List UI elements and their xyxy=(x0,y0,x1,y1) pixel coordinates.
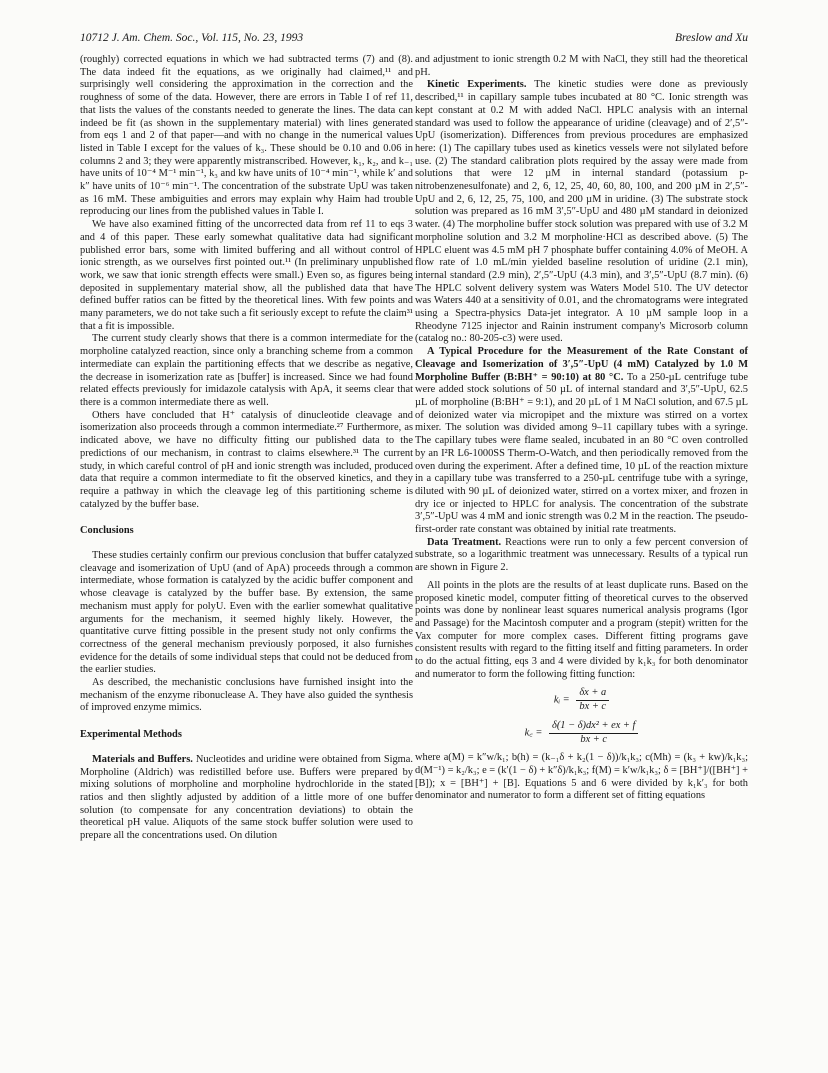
fraction xyxy=(576,687,609,713)
numerator: δ(1 − δ)dx² + ex + f xyxy=(549,720,638,734)
paragraph: All points in the plots are the results of at least duplicate runs. Based on the proposed kinetic model, computer fitting of theoretical curves to the observed points was done by nonlinear least squares numerical analysis programs (Igor and Passage) for the Macintosh computer and a program (stepit) written for the Vax computer for more complex cases. Different fitting programs gave consistent results with regard to the fitting itself and fitting parameters. In order to do the actual fitting, eqs 3 and 4 were divided by k₁k₃ for both denominator and numerator to form the following fitting function: xyxy=(415,579,748,680)
paragraph: Others have concluded that H⁺ catalysis of dinucleotide cleavage and isomerization also proceeds through a common intermediate.²⁷ Furthermore, as indicated above, we have no difficulty fitting our published data to the predictions of our mechanism, in contrast to claims elsewhere.³¹ The current study, in which careful control of pH and ionic strength was included, produced data that require a common intermediate to fit the observed kinetics, and they require a pathway in which the cleavage leg of this partitioning scheme is catalyzed by the buffer base. xyxy=(80,409,413,510)
run-in-heading: A Typical Procedure for the Measurement of the Rate Constant of Cleavage and Isomerization of 3′,5″-UpU (4 mM) Catalyzed by 1.0 M Morpholine Buffer (B:BH⁺ = 90:10) at 80 °C. xyxy=(415,346,748,383)
section-heading-methods: Experimental Methods xyxy=(80,729,182,741)
run-in-heading: Data Treatment. xyxy=(427,536,502,548)
paragraph xyxy=(415,346,748,537)
denominator: bx + c xyxy=(580,733,608,745)
paragraph xyxy=(415,537,748,575)
paragraph: where a(M) = k″w/k₁; b(h) = (k₋₁δ + k₂(1 − δ))/k₁k₃; c(Mh) = (k₃ + kw)/k₁k₃; d(M⁻¹) = k₂/k₃; e = (k′(1 − δ) + k″δ)/k₁k₃; f(M) = k′w/k₁k₃; δ = [BH⁺]/([BH⁺] + [B]); x = [BH⁺] + [B]. Equations 5 and 6 were divided by k₁k′₃ for both denominator and numerator to form a different set of fitting equations xyxy=(415,752,748,802)
journal-citation: 10712 J. Am. Chem. Soc., Vol. 115, No. 23, 1993 xyxy=(80,32,304,44)
paragraph: The current study clearly shows that there is a common intermediate for the morpholine catalyzed reaction, since only a branching scheme from a common intermediate can explain the partitioning effects that we describe as negative, the decrease in isomerization rate as [buffer] is increased. Since we had found related effects previously for imidazole catalysis with ApA, it seems clear that there is a common intermediate there as well. xyxy=(80,333,413,408)
paragraph-text: Reactions were run to only a few percent conversion of substrate, so a logarithmic treatment was unnecessary. Results of a typical run are shown in Figure 2. xyxy=(415,536,748,574)
running-header xyxy=(80,32,748,48)
authors: Breslow and Xu xyxy=(674,32,748,44)
equation-lhs: kᵢ = xyxy=(553,695,570,707)
paragraph: As described, the mechanistic conclusions have furnished insight into the mechanism of the enzyme ribonuclease A. They have also guided the synthesis of improved enzyme mimics. xyxy=(80,677,413,714)
paragraph: and adjustment to ionic strength 0.2 M with NaCl, they still had the theoretical pH. xyxy=(415,54,748,78)
paragraph xyxy=(415,79,748,346)
right-column xyxy=(415,54,748,803)
run-in-heading: Materials and Buffers. xyxy=(92,753,193,765)
paragraph-text: Nucleotides and uridine were obtained from Sigma. Morpholine (Aldrich) was redistilled before use. Buffers were prepared by mixing solutions of morpholine and morpholine hydrochloride in the stated ratios and then slightly adjusted by addition of a little more of one buffer solution (to compensate for any concentration deviations) to obtain the theoretical pH value. Aliquots of the same stock buffer solution were used to prepare all the concentrations used. On dilution xyxy=(80,753,413,842)
paragraph: We have also examined fitting of the uncorrected data from ref 11 to eqs 3 and 4 of this paper. These early somewhat qualitative data had significant published error bars, some with limited buffering and all without control of ionic strength, as we ourselves first pointed out.¹¹ (In preliminary unpublished work, we saw that ionic strength effects were small.) Even so, as figures being deposited in supplementary material show, all the published data that have defined buffer ratios can be fitted by the theoretical lines. With few points and many parameters, we do not take such a fit seriously except to refute the claim³¹ that a fit is impossible. xyxy=(80,219,413,332)
equation xyxy=(415,720,748,746)
paragraph-text: To a 250-µL centrifuge tube were added stock solutions of 50 µL of internal standard and 3′,5″-UpU, 62.5 µL of morpholine (B:BH⁺ = 9:1), and 20 µL of 1 M NaCl solution, and 67.5 µL of deionized water via micropipet and the mixture was stirred on a vortex mixer. The solution was divided among 9–11 capillary tubes with a syringe. The capillary tubes were flame sealed, incubated in an 80 °C oven controlled by an I²R L6-1000SS Therm-O-Watch, and then periodically removed from the oven during the experiment. After a defined time, 10 µL of the reaction mixture in a capillary tube was transferred to a 250-µL centrifuge tube with a syringe, diluted with 90 µL of deionized water, stirred on a vortex mixer, and frozen in dry ice or injected to HPLC for analysis. The concentration of the substrate 3′,5″-UpU was 4 mM and ionic strength was 0.2 M in the reaction. The pseudo-first-order rate constant was obtained by initial rate treatments. xyxy=(415,371,749,536)
fraction xyxy=(549,720,638,746)
section-heading-conclusions: Conclusions xyxy=(80,525,134,537)
denominator: bx + c xyxy=(579,701,607,713)
paragraph: (roughly) corrected equations in which we had subtracted terms (7) and (8). The data indeed fit the equations, as we originally had claimed,¹¹ and surprisingly well considering the approximation in the correction and the roughness of some of the data. However, there are errors in Table I of ref 11, that lists the values of the constants needed to generate the lines. The data can indeed be fit (as shown in the supplementary material) with lines generated from eqs 1 and 2 of that paper—and with no change in the numerical values listed in Table I except for the values of k₃. These should be 0.10 and 0.06 in columns 2 and 3; they were apparently mistranscribed. However, k₁, k₂, and k₋₁ have units of 10⁻⁴ M⁻¹ min⁻¹, k₃ and kw have units of 10⁻⁴ min⁻¹, while k′ and k″ have units of 10⁻⁶ min⁻¹. The concentration of the substrate UpU was taken as 16 mM. These ambiguities and errors may explain why Haim had trouble reproducing our lines from the published values in Table I. xyxy=(80,54,413,218)
equation xyxy=(415,687,748,713)
paragraph xyxy=(80,754,413,843)
paragraph-text: The kinetic studies were done as previously described,¹¹ in capillary sample tubes incubated at 80 °C. Ionic strength was kept constant at 0.2 M with added NaCl. HPLC analysis with an internal standard was used to follow the appearance of uridine (cleavage) and of 2′,5″-UpU (isomerization). Differences from previous procedures are emphasized here: (1) The capillary tubes used as kinetics vessels were not silylated before use. (2) The standard calibration plots required by the assay were made from solutions that were 12 µM in internal standard (potassium p-nitrobenzenesulfonate) and 2, 6, 12, 25, 40, 60, 80, 100, and 200 µM in 2′,5″-UpU and 2, 6, 12, 25, 75, 100, and 200 µM in uridine. (3) The substrate stock solution was prepared as 16 mM 3′,5″-UpU and 480 µM standard in deionized water. (4) The morpholine buffer stock solution was prepared with use of 3.2 M morpholine solution and 3.2 M morpholine·HCl as described above. (5) The HPLC eluent was 4.5 mM pH 7 phosphate buffer containing 4.0% of MeOH. A flow rate of 1.0 mL/min yielded baseline resolution of uridine (2.1 min), internal standard (2.9 min), 2′,5″-UpU (4.3 min), and 3′,5″-UpU (8.7 min). (6) The HPLC solvent delivery system was Waters Model 510. The UV detector was Waters 440 at a sensitivity of 0.01, and the chromatograms were integrated using a Spectra-physics Data-jet integrator. A 10 µM sample loop in a Rheodyne 7125 injector and Rainin instrument company's Microsorb column (catalog no.: 80-205-c3) were used. xyxy=(415,79,748,345)
paragraph: These studies certainly confirm our previous conclusion that buffer catalyzed cleavage and isomerization of UpU (and of ApA) proceeds through a common intermediate, whose formation is catalyzed by the acidic buffer component and whose cleavage is catalyzed by the buffer base. By extension, the same mechanism must apply for polyU. Even with the earlier somewhat qualitative arguments for the mechanism, it seemed highly likely. However, the quantitative curve fitting possible in the present study not only confirms the correctness of the general mechanism previously porposed, it also furnishes evidence for the details of some individual steps that could not be deduced from the earlier studies. xyxy=(80,550,413,676)
run-in-heading: Kinetic Experiments. xyxy=(427,79,527,91)
equation-lhs: k꜀ = xyxy=(524,727,543,739)
left-column xyxy=(80,54,413,843)
numerator: δx + a xyxy=(576,687,609,701)
